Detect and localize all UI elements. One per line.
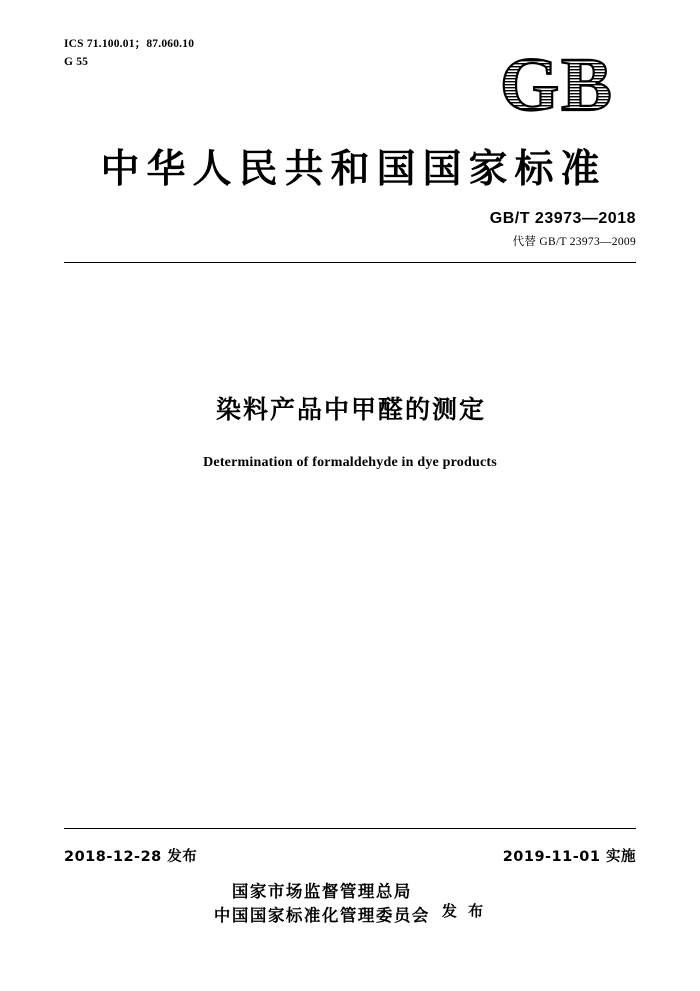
document-title-english: Determination of formaldehyde in dye products: [203, 455, 497, 470]
ics-block: [64, 36, 194, 72]
divider-top: [64, 262, 636, 263]
issuer-block: [0, 880, 700, 928]
issue-date: 2018-12-28 发布: [64, 849, 198, 865]
standard-number-block: [490, 208, 636, 249]
standard-number: GB/T 23973—2018: [489, 210, 636, 227]
standard-replaces: 代替 GB/T 23973—2009: [512, 235, 636, 248]
implementation-date: 2019-11-01 实施: [502, 849, 636, 865]
classification-code: G 55: [64, 55, 89, 68]
issuer-names: [214, 880, 430, 928]
issuer-line-1: 国家市场监督管理总局: [231, 882, 412, 901]
date-row: [64, 845, 636, 866]
svg-text:GB: GB: [500, 48, 614, 120]
document-title-chinese: 染料产品中甲醛的测定: [215, 395, 486, 424]
issuer-verb: 发 布: [441, 902, 487, 921]
ics-code: ICS 71.100.01；87.060.10: [64, 38, 195, 50]
issuer-line-2: 中国国家标准化管理委员会: [213, 905, 430, 925]
gb-logo-icon: [500, 48, 636, 120]
national-standard-title: 中华人民共和国国家标准: [100, 147, 607, 192]
divider-bottom: [64, 828, 636, 829]
